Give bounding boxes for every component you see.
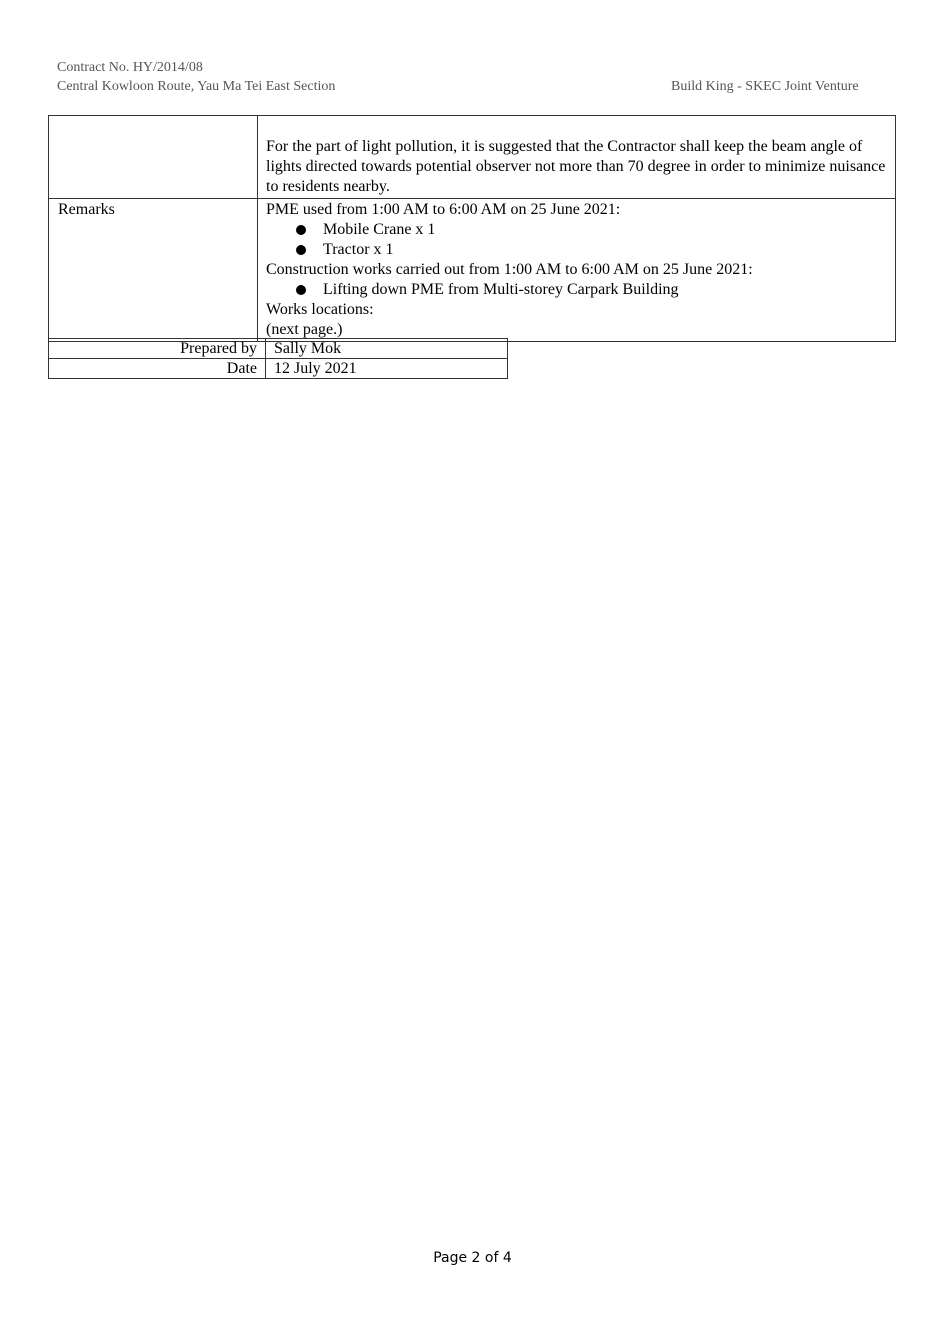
bullet-icon	[296, 285, 306, 295]
contractor-name: Build King - SKEC Joint Venture	[671, 79, 859, 94]
works-item: Lifting down PME from Multi-storey Carpark Building	[323, 281, 679, 298]
bullet-icon	[296, 225, 306, 235]
list-item	[266, 280, 887, 300]
prepared-by-label: Prepared by	[49, 339, 266, 359]
pme-heading: PME used from 1:00 AM to 6:00 AM on 25 June 2021:	[266, 201, 621, 218]
continuation-cell	[258, 116, 896, 199]
works-locations-label: Works locations:	[266, 301, 374, 318]
remarks-content-cell	[258, 199, 896, 342]
pme-item: Mobile Crane x 1	[323, 221, 436, 238]
list-item	[266, 220, 887, 240]
document-header-left	[57, 58, 335, 96]
table-row	[49, 359, 508, 379]
remarks-label: Remarks	[58, 201, 115, 218]
table-row	[49, 339, 508, 359]
date-label: Date	[49, 359, 266, 379]
empty-label-cell	[49, 116, 258, 199]
date-value: 12 July 2021	[266, 359, 508, 379]
remarks-label-cell	[49, 199, 258, 342]
remarks-table	[48, 115, 896, 342]
works-heading: Construction works carried out from 1:00 AM to 6:00 AM on 25 June 2021:	[266, 261, 753, 278]
prepared-by-value: Sally Mok	[266, 339, 508, 359]
page-number: Page 2 of 4	[433, 1250, 512, 1266]
table-row	[49, 199, 896, 342]
light-pollution-text: For the part of light pollution, it is suggested that the Contractor shall keep the beam angle of lights directed towards potential observer not more than 70 degree in order to minimize nuisance to residents nearby.	[266, 138, 886, 195]
bullet-icon	[296, 245, 306, 255]
signoff-table	[48, 338, 508, 379]
project-name: Central Kowloon Route, Yau Ma Tei East Section	[57, 79, 336, 94]
list-item	[266, 240, 887, 260]
table-row	[49, 116, 896, 199]
next-page-note: (next page.)	[266, 321, 343, 338]
pme-item: Tractor x 1	[323, 241, 394, 258]
contract-number: Contract No. HY/2014/08	[57, 60, 203, 75]
